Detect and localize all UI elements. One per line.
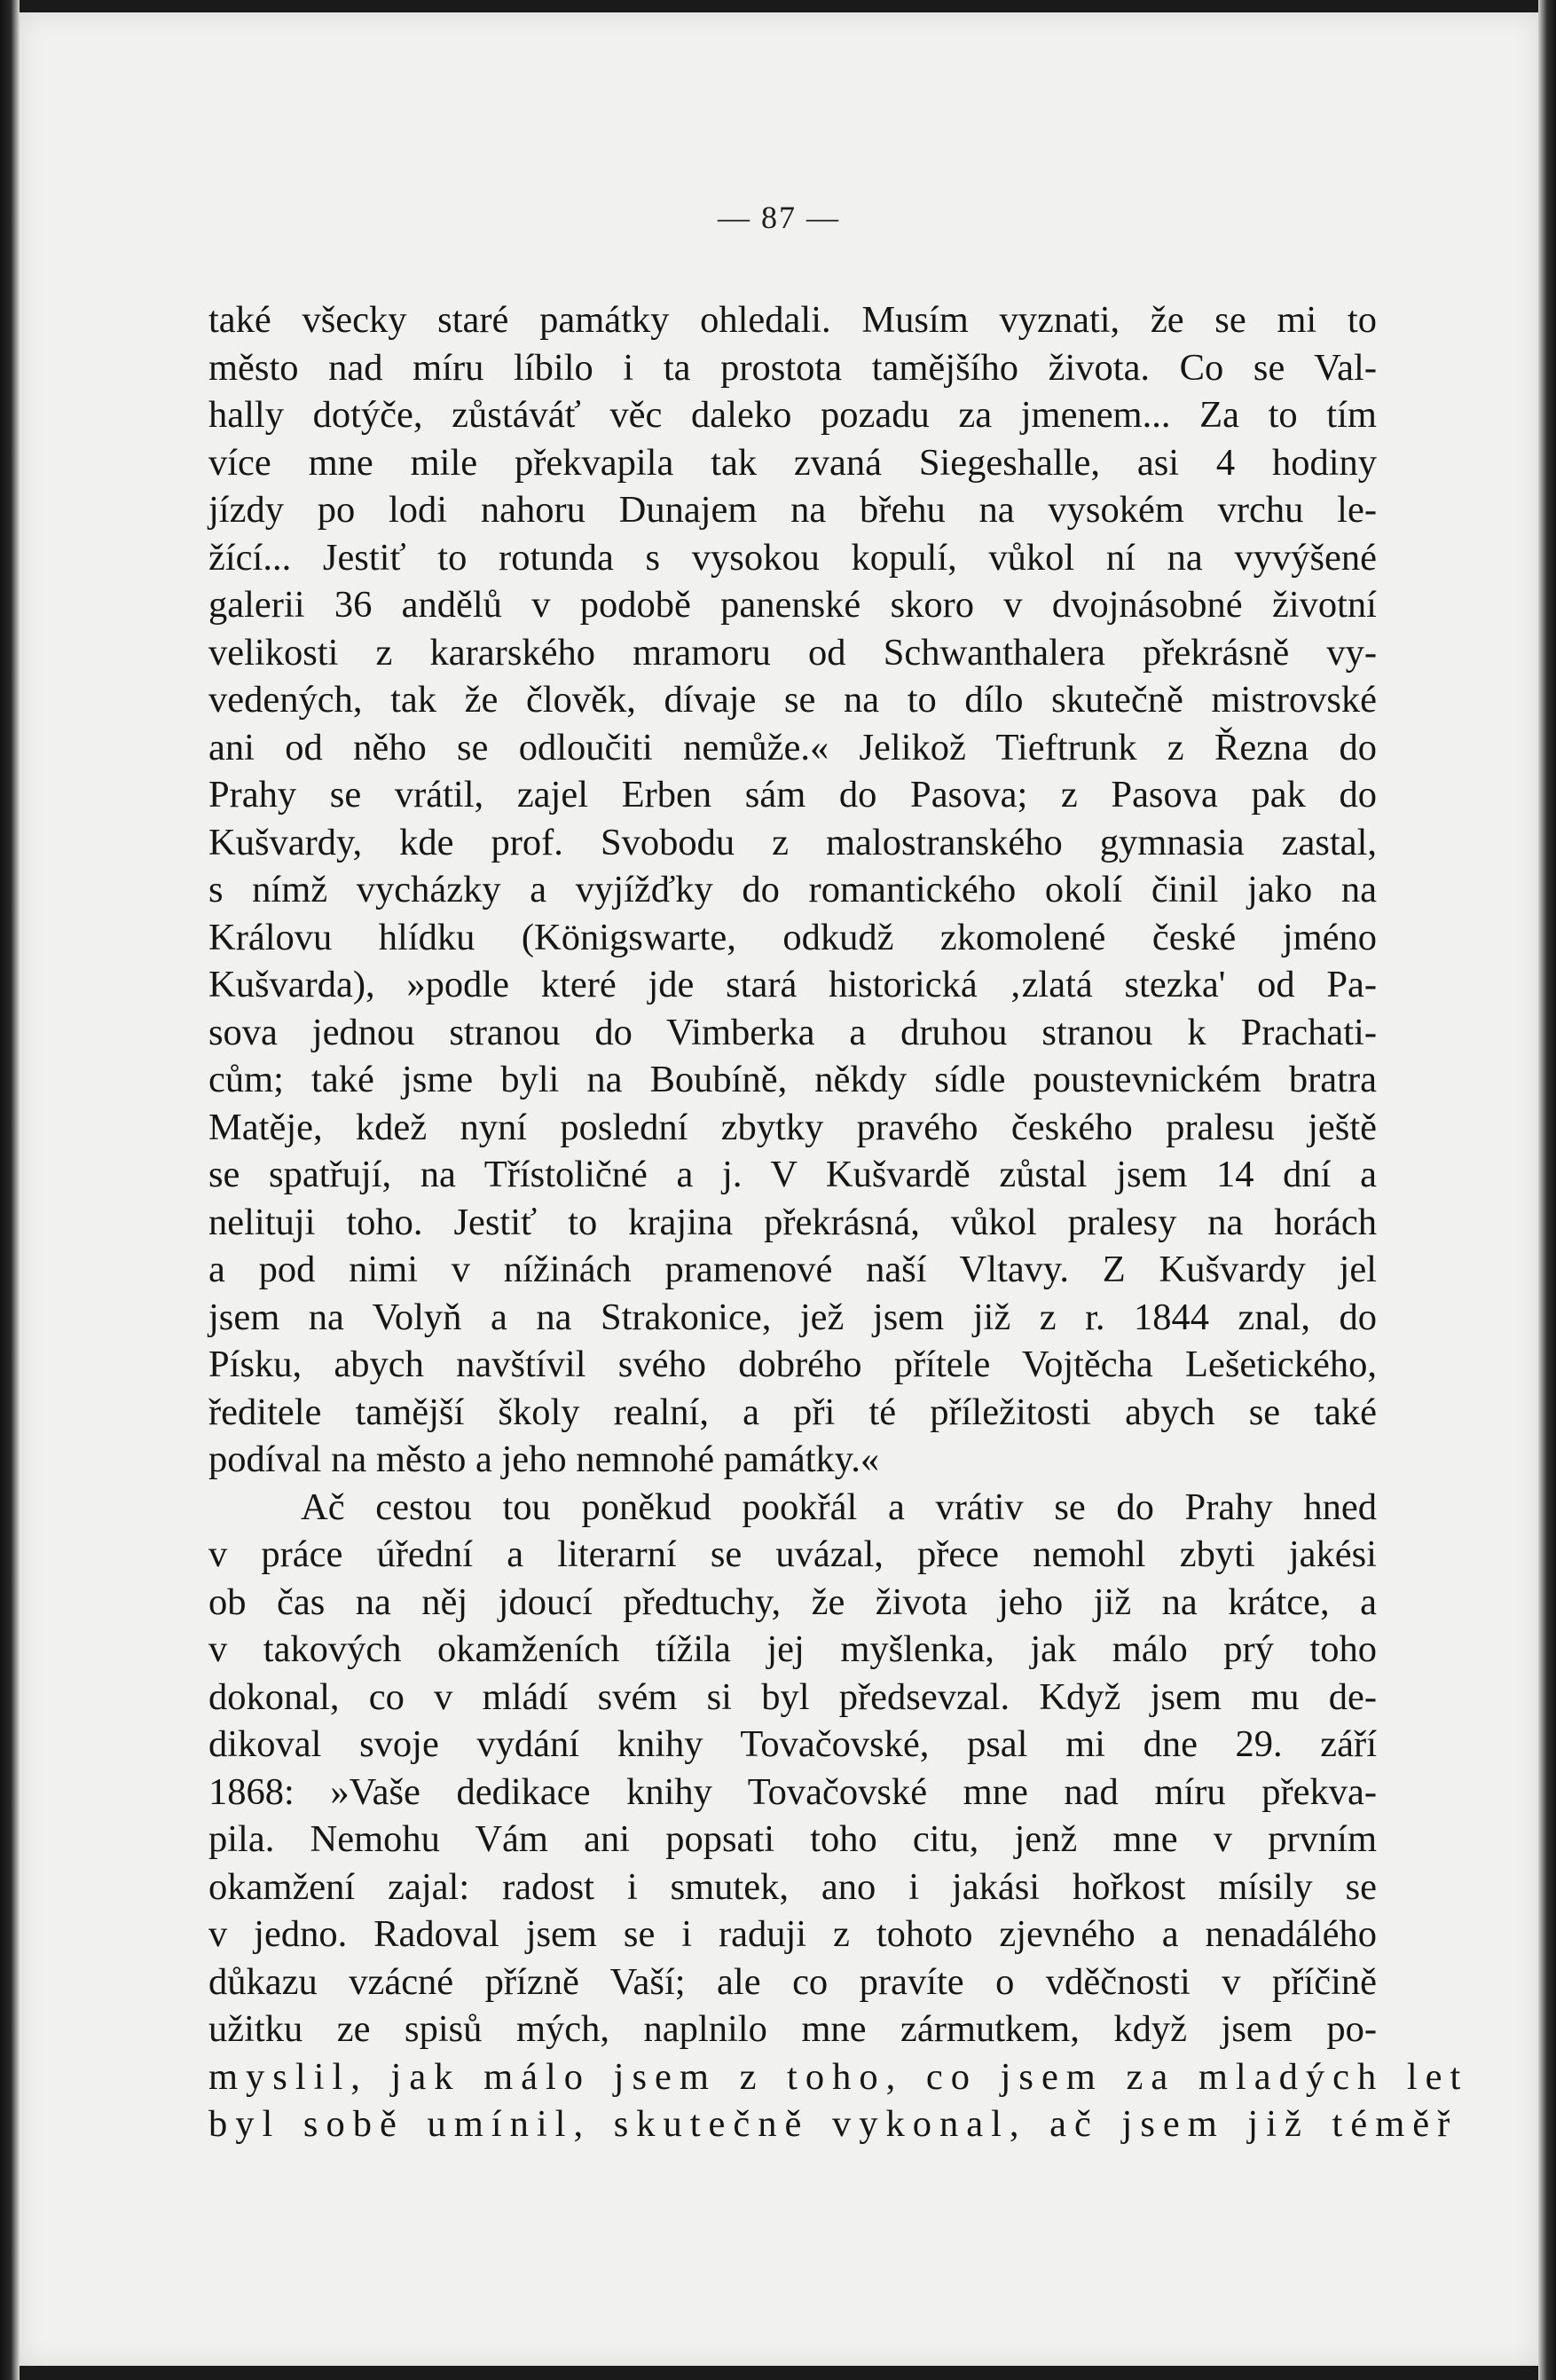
text-line: Písku, abych navštívil svého dobrého přítele Vojtěcha Lešetického, [208, 1344, 1377, 1385]
text-line: Kušvarda), »podle které jde stará historická ‚zlatá stezka' od Pa- [208, 964, 1377, 1005]
book-page [20, 12, 1538, 2366]
text-line: sova jednou stranou do Vimberka a druhou stranou k Prachati- [208, 1011, 1377, 1053]
text-line: a pod nimi v nížinách pramenové naší Vltavy. Z Kušvardy jel [208, 1249, 1377, 1290]
text-line: dikoval svoje vydání knihy Tovačovské, psal mi dne 29. září [208, 1723, 1377, 1765]
text-line: více mne mile překvapila tak zvaná Siegeshalle, asi 4 hodiny [208, 441, 1377, 484]
book-binding-right [1538, 0, 1556, 2380]
text-line: Kušvardy, kde prof. Svobodu z malostranského gymnasia zastal, [208, 821, 1377, 863]
text-line: pila. Nemohu Vám ani popsati toho citu, jenž mne v prvním [208, 1818, 1377, 1860]
text-line: 1868: »Vaše dedikace knihy Tovačovské mne nad míru překva- [208, 1770, 1377, 1813]
text-line: jízdy po lodi nahoru Dunajem na břehu na vysokém vrchu le- [208, 489, 1377, 531]
page-number: — 87 — [718, 200, 840, 235]
text-line: dokonal, co v mládí svém si byl předsevzal. Když jsem mu de- [208, 1675, 1377, 1718]
text-line: ředitele tamější školy realní, a při té příležitosti abych se také [208, 1391, 1377, 1433]
text-line: se spatřují, na Třístoličné a j. V Kušvardě zůstal jsem 14 dní a [208, 1154, 1377, 1195]
spaced-text-line: myslil, jak málo jsem z toho, co jsem za mladých let [208, 2055, 1469, 2098]
text-line: žící... Jestiť to rotunda s vysokou kopulí, vůkol ní na vyvýšené [208, 536, 1377, 579]
text-line: důkazu vzácné přízně Vaší; ale co pravíte o vděčnosti v příčině [208, 1960, 1377, 2003]
text-line: v práce úřední a literarní se uvázal, přece nemohl zbyti jakési [208, 1533, 1377, 1575]
text-line: nelituji toho. Jestiť to krajina překrásná, vůkol pralesy na horách [208, 1201, 1377, 1243]
text-line: s nímž vycházky a vyjížďky do romantického okolí činil jako na [208, 869, 1377, 910]
text-line: užitku ze spisů mých, naplnilo mne zármutkem, když jsem po- [208, 2008, 1377, 2050]
text-line: vedených, tak že člověk, dívaje se na to dílo skutečně mistrovské [208, 679, 1377, 721]
text-line: jsem na Volyň a na Strakonice, jež jsem již z r. 1844 znal, do [208, 1296, 1377, 1338]
text-line: Královu hlídku (Königswarte, odkudž zkomolené české jméno [208, 916, 1377, 958]
text-line: hally dotýče, zůstáváť věc daleko pozadu za jmenem... Za to tím [208, 394, 1377, 436]
text-line: cům; také jsme byli na Boubíně, někdy sídle poustevnickém bratra [208, 1059, 1377, 1100]
book-binding-left [0, 0, 20, 2380]
paragraph-end-line: podíval na město a jeho nemnohé památky.« [208, 1438, 880, 1480]
text-line: v jedno. Radoval jsem se i raduji z tohoto zjevného a nenadálého [208, 1913, 1377, 1955]
paragraph-start-line: Ač cestou tou poněkud pookřál a vrátiv se do Prahy hned [301, 1486, 1377, 1528]
text-line: také všecky staré památky ohledali. Musím vyznati, že se mi to [208, 299, 1377, 341]
text-line: město nad míru líbilo i ta prostota tamějšího života. Co se Val- [208, 346, 1377, 389]
text-line: velikosti z kararského mramoru od Schwanthalera překrásně vy- [208, 631, 1377, 674]
body-text [208, 296, 1469, 2148]
spaced-text-line: byl sobě umínil, skutečně vykonal, ač jsem již téměř [208, 2103, 1458, 2145]
text-line: Prahy se vrátil, zajel Erben sám do Pasova; z Pasova pak do [208, 774, 1377, 816]
text-line: okamžení zajal: radost i smutek, ano i jakási hořkost mísily se [208, 1865, 1377, 1908]
text-line: ob čas na něj jdoucí předtuchy, že života jeho již na krátce, a [208, 1580, 1377, 1623]
text-line: v takových okamženích tížila jej myšlenka, jak málo prý toho [208, 1628, 1377, 1670]
text-line: ani od něho se odloučiti nemůže.« Jelikož Tieftrunk z Řezna do [208, 726, 1377, 768]
text-line: Matěje, kdež nyní poslední zbytky pravého českého pralesu ještě [208, 1106, 1377, 1148]
text-line: galerii 36 andělů v podobě panenské skoro v dvojnásobné životní [208, 584, 1377, 626]
